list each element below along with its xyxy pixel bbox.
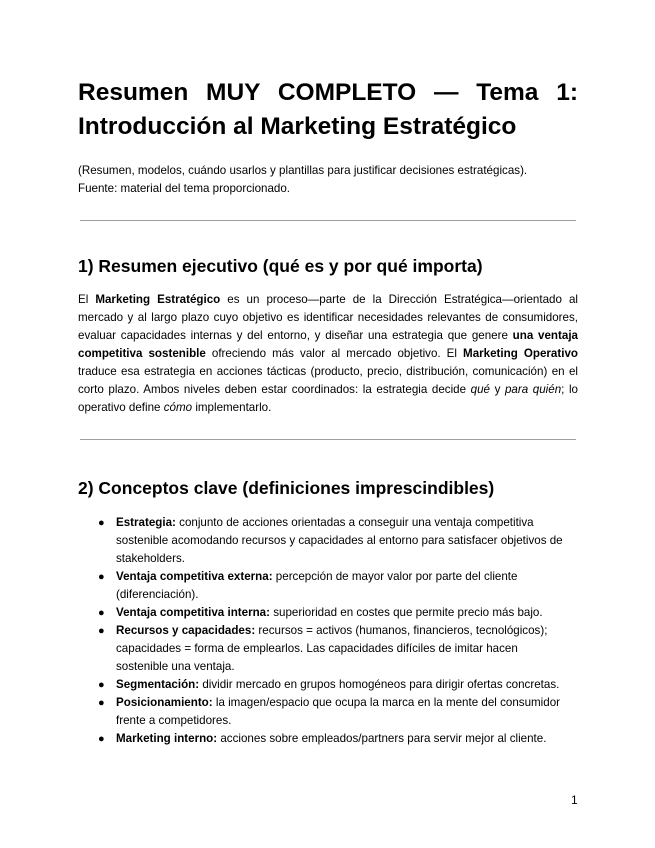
concept-definition: recursos = activos (humanos, financieros, tecnológicos); capacidades = forma de emplearlos. Las capacidades difíciles de imitar hacen sostenible una ventaja. bbox=[116, 624, 548, 673]
bullet-icon: ● bbox=[98, 517, 105, 529]
bold-term: Marketing Estratégico bbox=[95, 293, 221, 306]
list-item bbox=[78, 604, 566, 622]
italic-term: qué bbox=[470, 383, 490, 396]
concept-term: Recursos y capacidades: bbox=[116, 624, 256, 637]
bold-term: Marketing Operativo bbox=[463, 347, 578, 360]
document-subtitle bbox=[78, 162, 578, 198]
list-item bbox=[78, 676, 566, 694]
concept-definition: acciones sobre empleados/partners para servir mejor al cliente. bbox=[217, 732, 547, 745]
list-item bbox=[78, 514, 566, 568]
list-item bbox=[78, 568, 566, 604]
document-title: Resumen MUY COMPLETO — Tema 1: Introducción al Marketing Estratégico bbox=[78, 79, 578, 140]
paragraph-text: traduce esa estrategia en acciones tácticas (producto, precio, distribución, comunicación) en el corto plazo. Ambos niveles deben estar coordinados: la estrategia decide bbox=[78, 365, 578, 396]
section2-heading: 2) Conceptos clave (definiciones imprescindibles) bbox=[78, 478, 495, 498]
concept-term: Ventaja competitiva interna: bbox=[116, 606, 270, 619]
subtitle-source: Fuente: material del tema proporcionado. bbox=[78, 182, 291, 195]
list-item bbox=[78, 622, 566, 676]
section1-paragraph bbox=[78, 291, 578, 417]
bold-term: una ventaja competitiva sostenible bbox=[78, 329, 578, 360]
concept-term: Estrategia: bbox=[116, 516, 176, 529]
paragraph-text: implementarlo. bbox=[192, 401, 272, 414]
bullet-icon: ● bbox=[98, 733, 105, 745]
concept-term: Ventaja competitiva externa: bbox=[116, 570, 273, 583]
list-item bbox=[78, 730, 566, 748]
paragraph-text: y bbox=[490, 383, 505, 396]
paragraph-text: ; lo operativo define bbox=[78, 383, 578, 414]
divider bbox=[80, 439, 576, 440]
bullet-icon: ● bbox=[98, 697, 105, 709]
paragraph-text: ofreciendo más valor al mercado objetivo. El bbox=[205, 347, 464, 360]
italic-term: cómo bbox=[163, 401, 193, 414]
key-concepts-list bbox=[78, 514, 578, 748]
concept-definition: superioridad en costes que permite precio más bajo. bbox=[270, 606, 543, 619]
concept-definition: percepción de mayor valor por parte del cliente (diferenciación). bbox=[116, 570, 518, 601]
paragraph-text: El bbox=[78, 293, 96, 306]
divider bbox=[80, 220, 576, 221]
concept-definition: conjunto de acciones orientadas a conseguir una ventaja competitiva sostenible acomodando recursos y capacidades al entorno para satisfacer objetivos de stakeholders. bbox=[116, 516, 563, 565]
italic-term: para quién bbox=[504, 383, 562, 396]
page-number: 1 bbox=[571, 793, 578, 807]
concept-definition: la imagen/espacio que ocupa la marca en la mente del consumidor frente a competidores. bbox=[116, 696, 561, 727]
paragraph-text: es un proceso—parte de la Dirección Estratégica—orientado al mercado y al largo plazo cuyo objetivo es identificar necesidades relevantes de consumidores, evaluar capacidades internas y del entorno, y diseñar una estrategia que genere bbox=[78, 293, 578, 342]
section1-heading: 1) Resumen ejecutivo (qué es y por qué importa) bbox=[78, 256, 483, 276]
concept-term: Marketing interno: bbox=[116, 732, 218, 745]
bullet-icon: ● bbox=[98, 679, 105, 691]
page-content bbox=[78, 76, 578, 748]
concept-term: Posicionamiento: bbox=[116, 696, 213, 709]
bullet-icon: ● bbox=[98, 625, 105, 637]
subtitle-description: (Resumen, modelos, cuándo usarlos y plantillas para justificar decisiones estratégicas). bbox=[78, 164, 528, 177]
concept-definition: dividir mercado en grupos homogéneos para dirigir ofertas concretas. bbox=[199, 678, 560, 691]
bullet-icon: ● bbox=[98, 607, 105, 619]
bullet-icon: ● bbox=[98, 571, 105, 583]
list-item bbox=[78, 694, 566, 730]
concept-term: Segmentación: bbox=[116, 678, 200, 691]
